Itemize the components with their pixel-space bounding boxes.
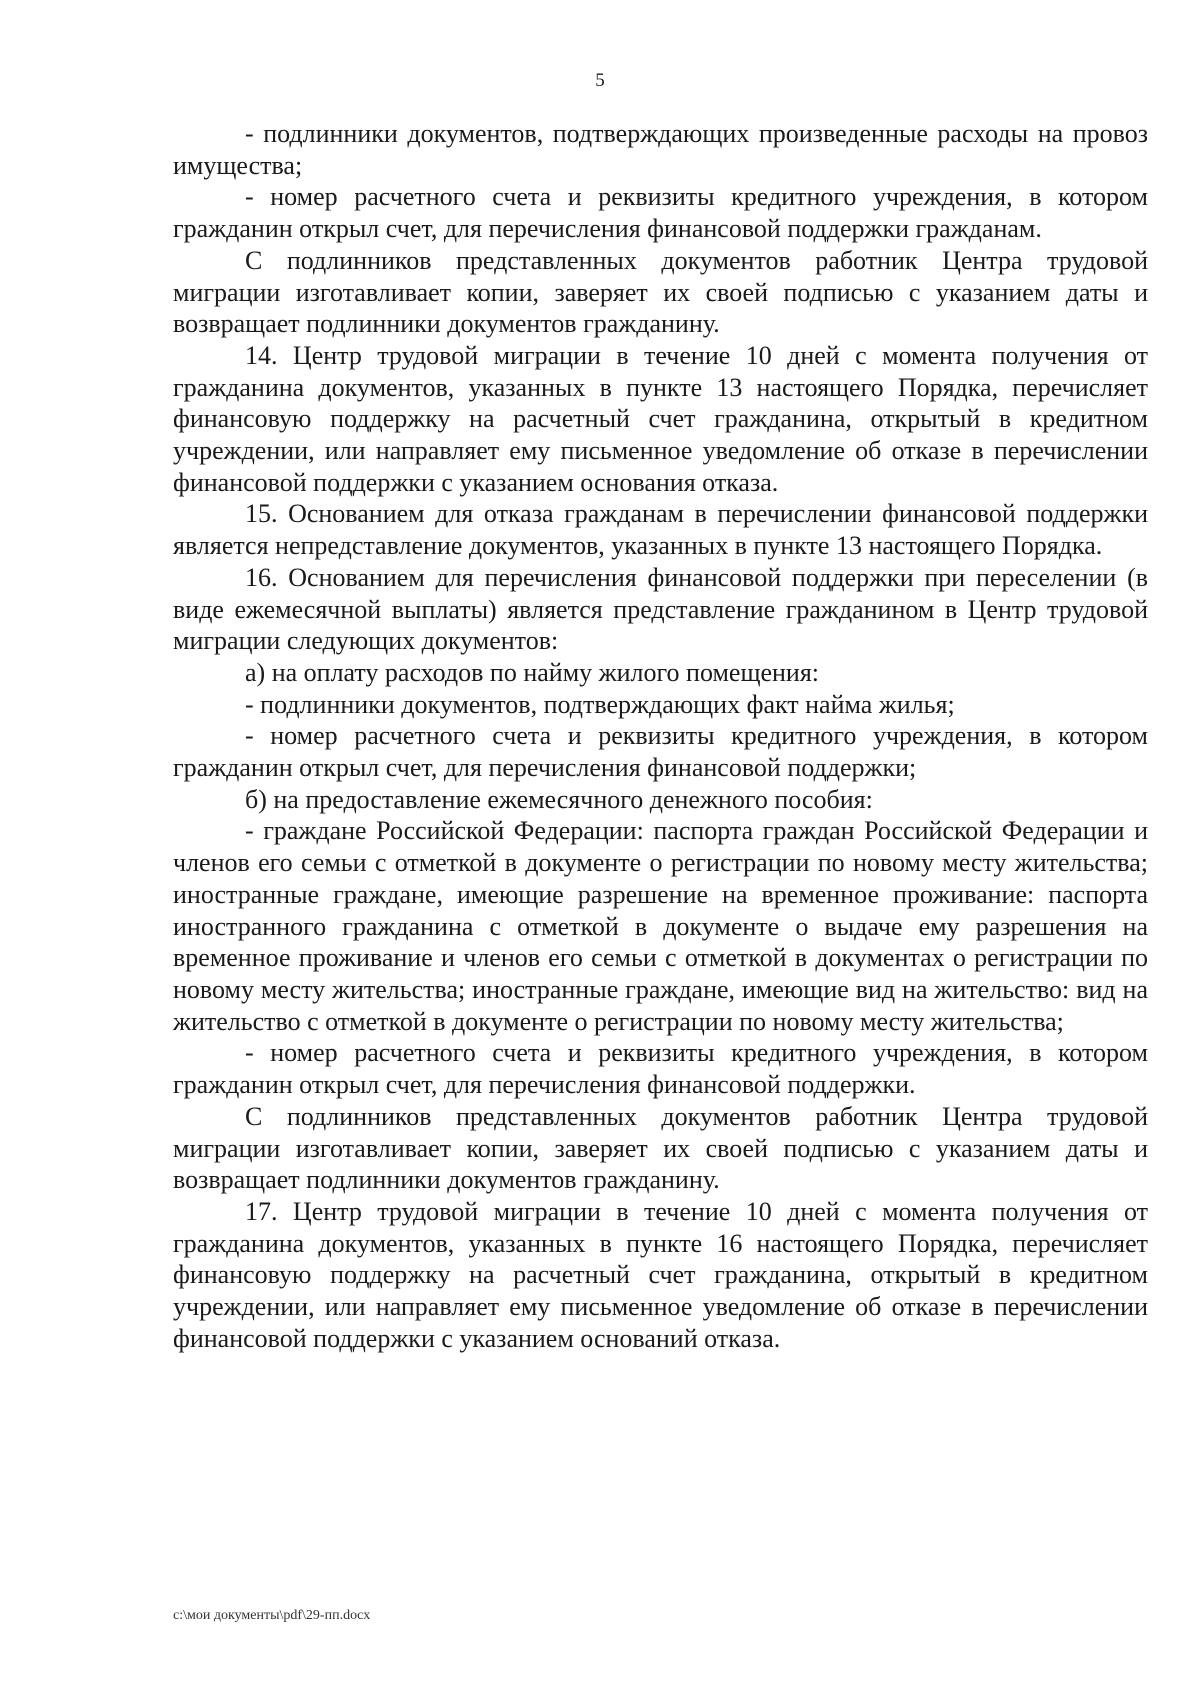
paragraph-clause-15: 15. Основанием для отказа гражданам в перечислении финансовой поддержки является непредставление документов, указанных в пункте 13 настоящего Порядка.	[173, 499, 1148, 561]
page-number: 5	[595, 70, 605, 91]
paragraph-property-transport-documents: - подлинники документов, подтверждающих произведенные расходы на провоз имущества;	[173, 119, 1148, 180]
paragraph-clause-17: 17. Центр трудовой миграции в течение 10 дней с момента получения от гражданина документов, указанных в пункте 16 настоящего Порядка, перечисляет финансовую поддержку на расчетный счет гражданина, открытый в кредитном учреждении, или направляет ему письменное уведомление об отказе в перечислении финансовой поддержки с указанием оснований отказа.	[173, 1196, 1148, 1353]
paragraph-bank-account-details: - номер расчетного счета и реквизиты кредитного учреждения, в котором гражданин открыл счет, для перечисления финансовой поддержки гражданам.	[173, 182, 1148, 244]
paragraph-housing-rent-documents: - подлинники документов, подтверждающих факт найма жилья;	[245, 689, 955, 719]
paragraph-clause-16: 16. Основанием для перечисления финансовой поддержки при переселении (в виде ежемесячной выплаты) является представление гражданином в Центр трудовой миграции следующих документов:	[173, 562, 1148, 656]
document-body	[173, 118, 1148, 1354]
paragraph-document-copies: С подлинников представленных документов работник Центра трудовой миграции изготавливает копии, заверяет их своей подписью с указанием даты и возвращает подлинники документов гражданину.	[173, 245, 1148, 339]
footer-file-path: c:\мои документы\pdf\29-пп.docx	[173, 1608, 371, 1623]
paragraph-bank-account-details-3: - номер расчетного счета и реквизиты кредитного учреждения, в котором гражданин открыл счет, для перечисления финансовой поддержки.	[173, 1038, 1148, 1100]
paragraph-item-b: б) на предоставление ежемесячного денежного пособия:	[245, 784, 873, 814]
paragraph-item-a: а) на оплату расходов по найму жилого помещения:	[245, 657, 820, 687]
paragraph-document-copies-2: С подлинников представленных документов работник Центра трудовой миграции изготавливает копии, заверяет их своей подписью с указанием даты и возвращает подлинники документов гражданину.	[173, 1101, 1148, 1195]
paragraph-bank-account-details-2: - номер расчетного счета и реквизиты кредитного учреждения, в котором гражданин открыл счет, для перечисления финансовой поддержки;	[173, 721, 1148, 783]
paragraph-clause-14: 14. Центр трудовой миграции в течение 10 дней с момента получения от гражданина документов, указанных в пункте 13 настоящего Порядка, перечисляет финансовую поддержку на расчетный счет гражданина, открытый в кредитном учреждении, или направляет ему письменное уведомление об отказе в перечислении финансовой поддержки с указанием основания отказа.	[173, 340, 1148, 497]
paragraph-citizen-passports: - граждане Российской Федерации: паспорта граждан Российской Федерации и членов его семьи с отметкой в документе о регистрации по новому месту жительства; иностранные граждане, имеющие разрешение на временное проживание: паспорта иностранного гражданина с отметкой в документе о выдаче ему разрешения на временное проживание и членов его семьи с отметкой в документах о регистрации по новому месту жительства; иностранные граждане, имеющие вид на жительство: вид на жительство с отметкой в документе о регистрации по новому месту жительства;	[173, 816, 1148, 1036]
